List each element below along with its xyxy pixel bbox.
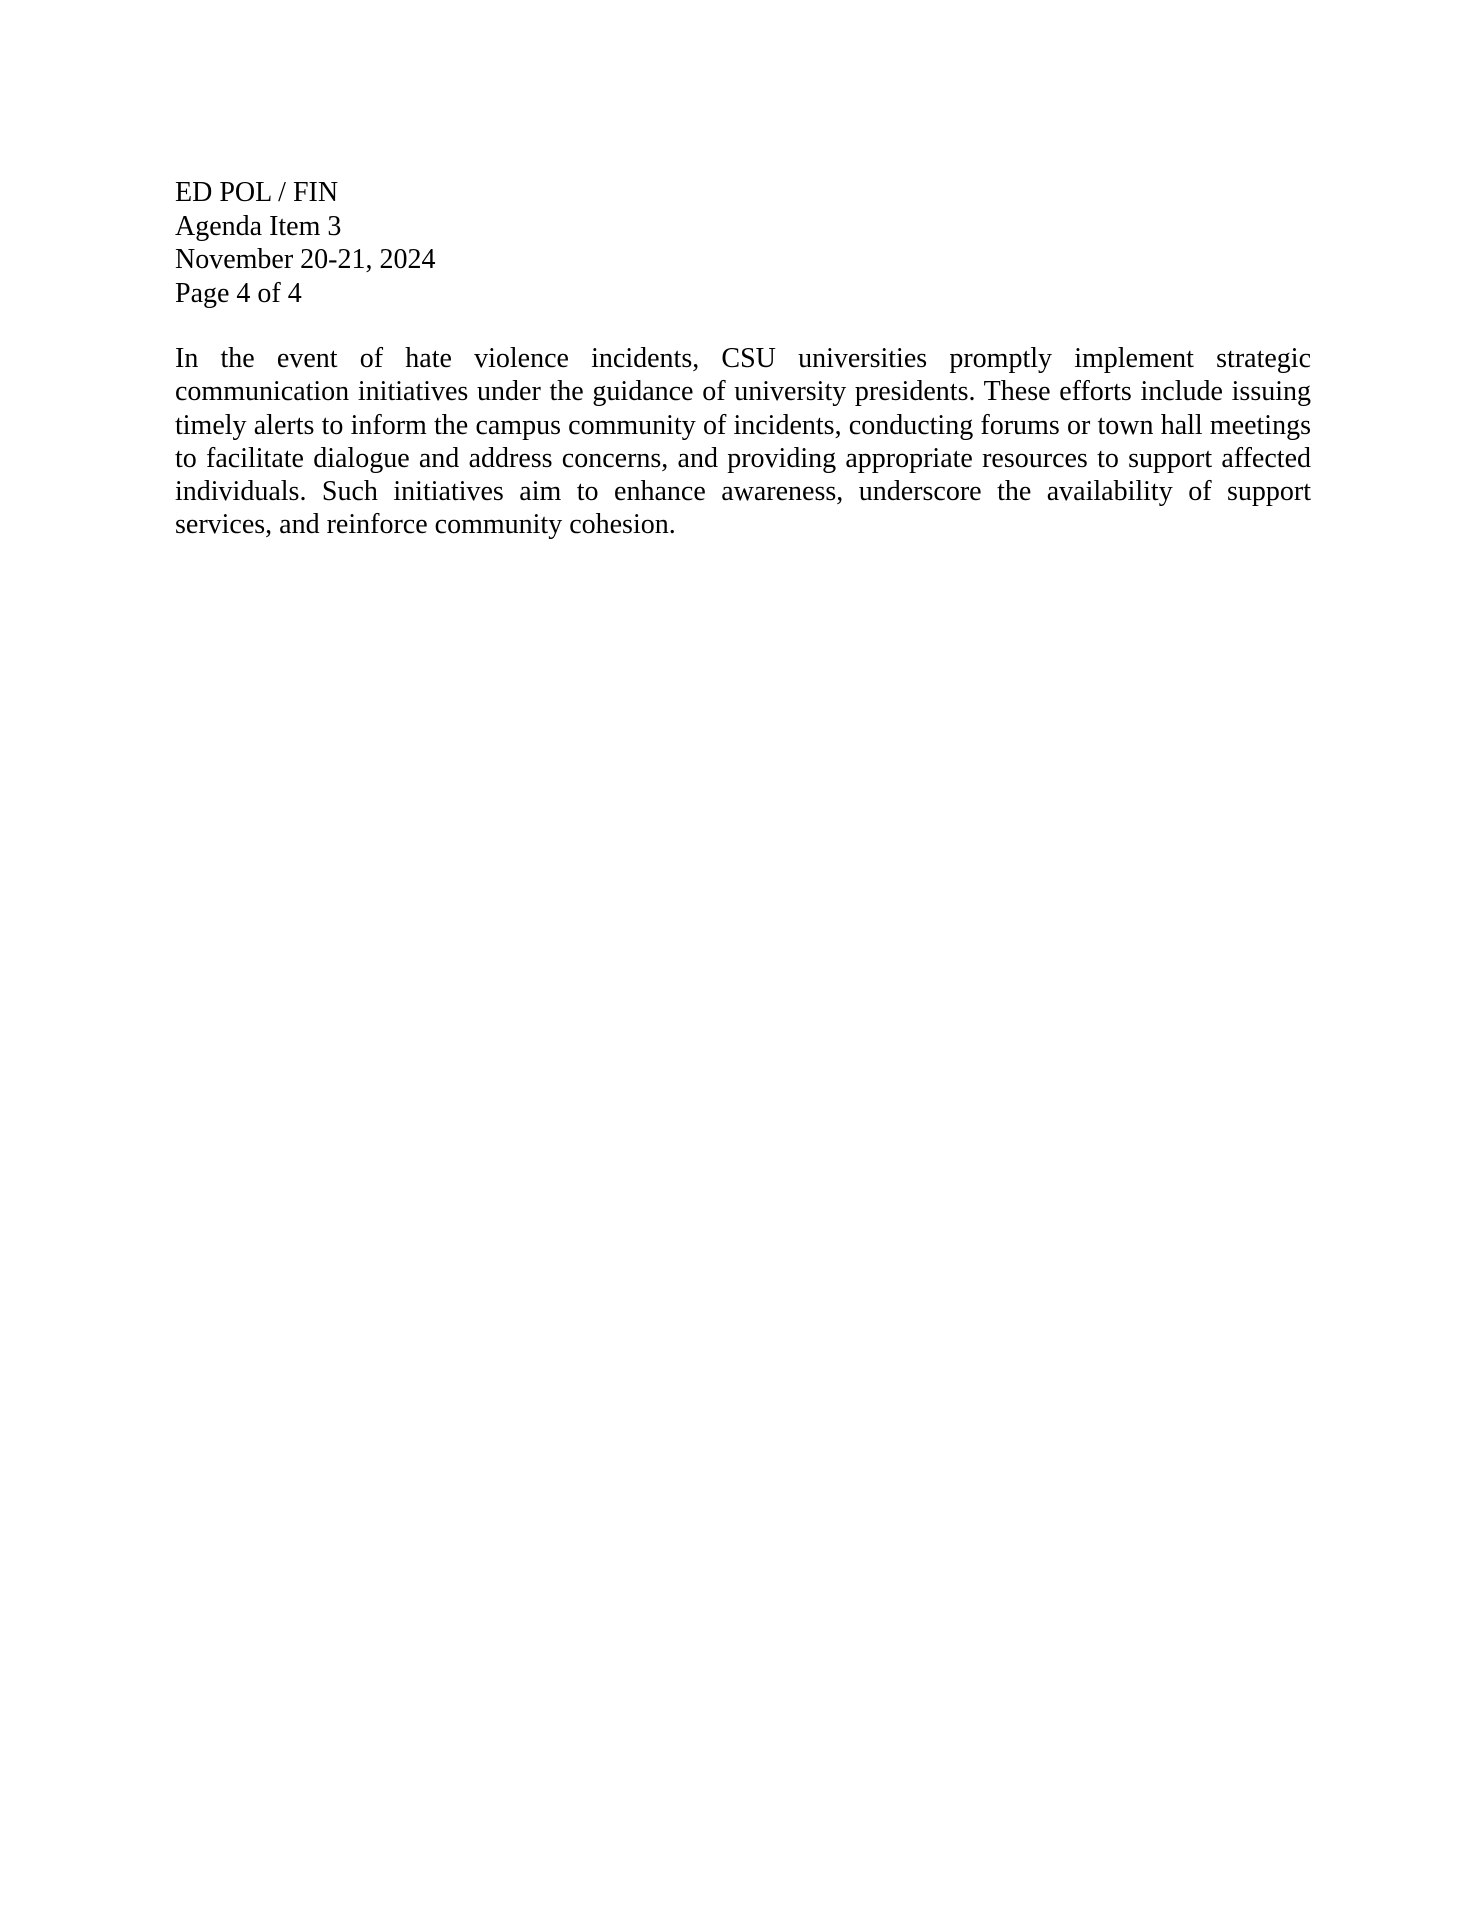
committee-label: ED POL / FIN <box>175 177 339 208</box>
body-paragraph: In the event of hate violence incidents, CSU universities promptly implement strategic communication initiatives under the guidance of university presidents. These efforts include issuing timely alerts to inform the campus community of incidents, conducting forums or town hall meetings to facilitate dialogue and address concerns, and providing appropriate resources to support affected individuals. Such initiatives aim to enhance awareness, underscore the availability of support services, and reinforce community cohesion. <box>175 343 1311 541</box>
page-number: Page 4 of 4 <box>175 277 302 309</box>
meeting-date: November 20-21, 2024 <box>175 244 436 275</box>
page-header <box>175 176 875 310</box>
agenda-item-label: Agenda Item 3 <box>175 210 342 242</box>
